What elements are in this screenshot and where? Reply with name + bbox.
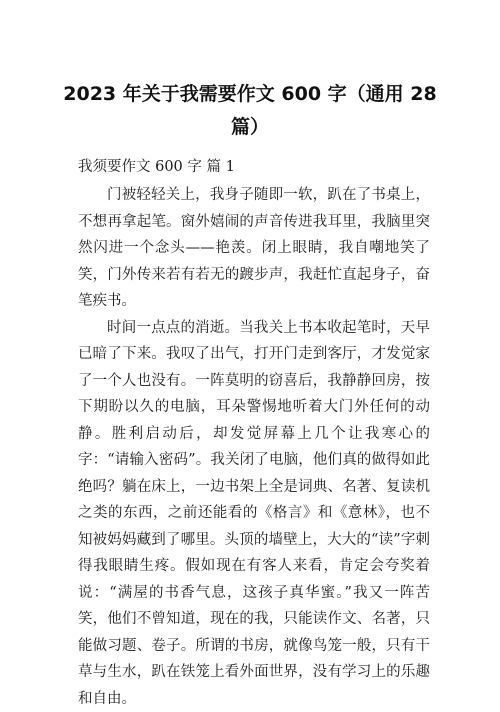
document-body [78, 156, 430, 712]
document-title: 2023 年关于我需要作文 600 字（通用 28 篇） [60, 78, 440, 144]
body-paragraph: 时间一点点的消逝。当我关上书本收起笔时，天早已暗了下来。我叹了出气，打开门走到客厅，才发觉家了一个人也没有。一阵莫明的窃喜后，我静静回房，按下期盼以久的电脑，耳朵警惕地听着大门外任何的动静。胜利启动后，却发觉屏幕上几个让我寒心的字：“请输入密码”。我关闭了电脑，他们真的做得如此绝吗？躺在床上，一边书架上全是词典、名著、复读机之类的东西，之前还能看的《格言》和《意林》，也不知被妈妈藏到了哪里。头顶的墙壁上，大大的“读”字刺得我眼睛生疼。假如现在有客人来看，肯定会夸奖着说：“满屋的书香气息，这孩子真华蜜。”我又一阵苦笑，他们不曾知道，现在的我，只能读作文、名著，只能做习题、卷子。所谓的书房，就像鸟笼一般，只有干草与生水，趴在铁笼上看外面世界，没有学习上的乐趣和自由。 [78, 315, 430, 712]
body-paragraph: 门被轻轻关上，我身子随即一软，趴在了书桌上，不想再拿起笔。窗外嬉闹的声音传进我耳里，我脑里突然闪进一个念头——艳羡。闭上眼睛，我自嘲地笑了笑，门外传来若有若无的踱步声，我赶忙直起身子，奋笔疾书。 [78, 182, 430, 315]
section-heading: 我须要作文 600 字 篇 1 [78, 156, 430, 178]
